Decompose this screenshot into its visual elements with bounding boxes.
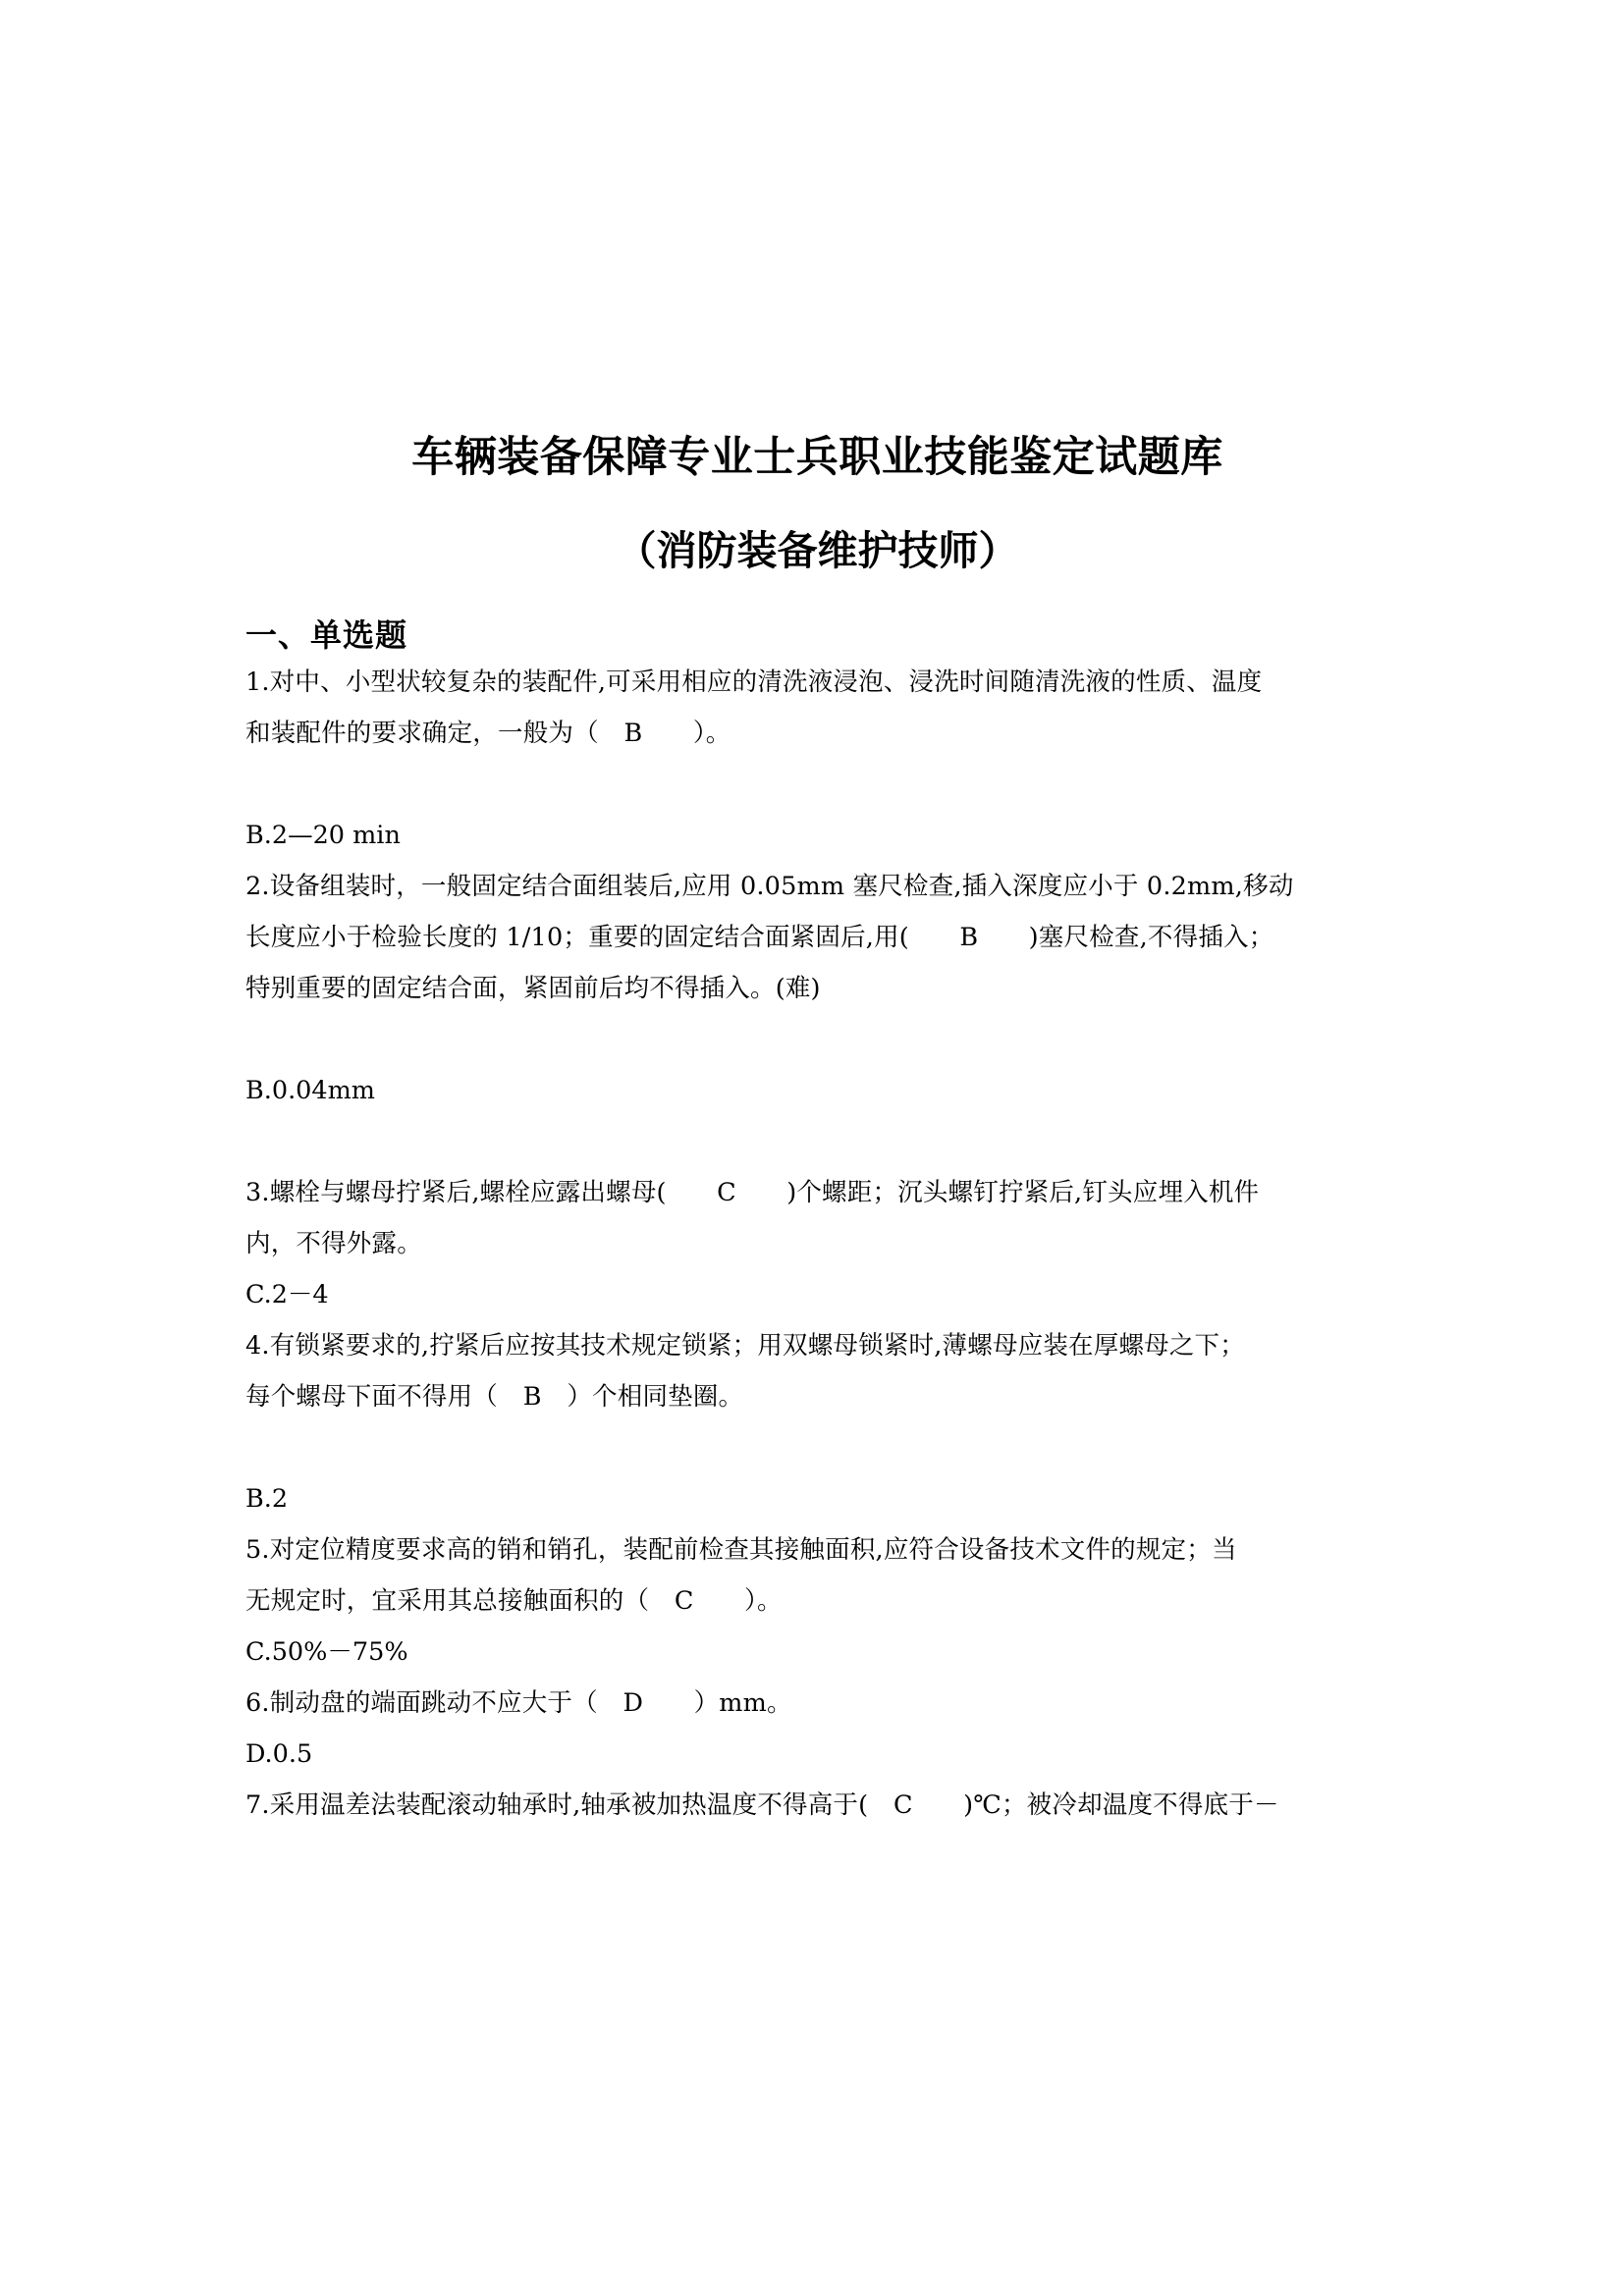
question-2 — [245, 861, 1389, 1014]
question-4 — [245, 1320, 1389, 1422]
document-subtitle: （消防装备维护技师） — [616, 526, 1019, 574]
question-5-answer: C.50%－75% — [245, 1636, 408, 1667]
question-1-answer: B.2—20 min — [245, 820, 401, 850]
question-1-line-1: 1.对中、小型状较复杂的装配件,可采用相应的清洗液浸泡、浸洗时间随清洗液的性质、温度 — [245, 667, 1263, 697]
question-3-answer: C.2－4 — [245, 1279, 329, 1309]
question-2-line-3: 特别重要的固定结合面，紧固前后均不得插入。(难) — [245, 973, 821, 1003]
question-5-line-1: 5.对定位精度要求高的销和销孔，装配前检查其接触面积,应符合设备技术文件的规定；当 — [245, 1534, 1237, 1565]
question-7 — [245, 1780, 1389, 1831]
question-3-line-2: 内，不得外露。 — [245, 1228, 422, 1258]
question-2-answer: B.0.04mm — [245, 1075, 375, 1105]
spacer — [245, 759, 1389, 810]
spacer — [245, 1014, 1389, 1065]
question-2-line-1: 2.设备组装时，一般固定结合面组装后,应用 0.05mm 塞尺检查,插入深度应小于 0.2mm,移动 — [245, 871, 1294, 901]
spacer — [245, 1116, 1389, 1167]
page-content — [245, 0, 1389, 1831]
document-title: 车辆装备保障专业士兵职业技能鉴定试题库 — [411, 433, 1223, 482]
question-1-line-2: 和装配件的要求确定，一般为（ B ）。 — [245, 718, 731, 748]
spacer — [245, 1422, 1389, 1473]
question-4-line-1: 4.有锁紧要求的,拧紧后应按其技术规定锁紧；用双螺母锁紧时,薄螺母应装在厚螺母之下； — [245, 1330, 1245, 1361]
question-4-line-2: 每个螺母下面不得用（ B ）个相同垫圈。 — [245, 1381, 744, 1412]
question-5 — [245, 1524, 1389, 1627]
question-7-line-1: 7.采用温差法装配滚动轴承时,轴承被加热温度不得高于( C )℃；被冷却温度不得底于－ — [245, 1789, 1279, 1820]
question-6-line-1: 6.制动盘的端面跳动不应大于（ D ）mm。 — [245, 1687, 792, 1718]
question-3 — [245, 1167, 1389, 1269]
question-4-answer: B.2 — [245, 1483, 289, 1514]
question-6 — [245, 1678, 1389, 1729]
question-5-line-2: 无规定时，宜采用其总接触面积的（ C ）。 — [245, 1585, 783, 1616]
question-2-line-2: 长度应小于检验长度的 1/10；重要的固定结合面紧固后,用( B )塞尺检查,不得插入； — [245, 922, 1274, 952]
section-heading-single-choice: 一、单选题 — [245, 616, 408, 654]
question-3-line-1: 3.螺栓与螺母拧紧后,螺栓应露出螺母( C )个螺距；沉头螺钉拧紧后,钉头应埋入机件 — [245, 1177, 1260, 1207]
question-1 — [245, 657, 1389, 759]
question-6-answer: D.0.5 — [245, 1738, 313, 1769]
